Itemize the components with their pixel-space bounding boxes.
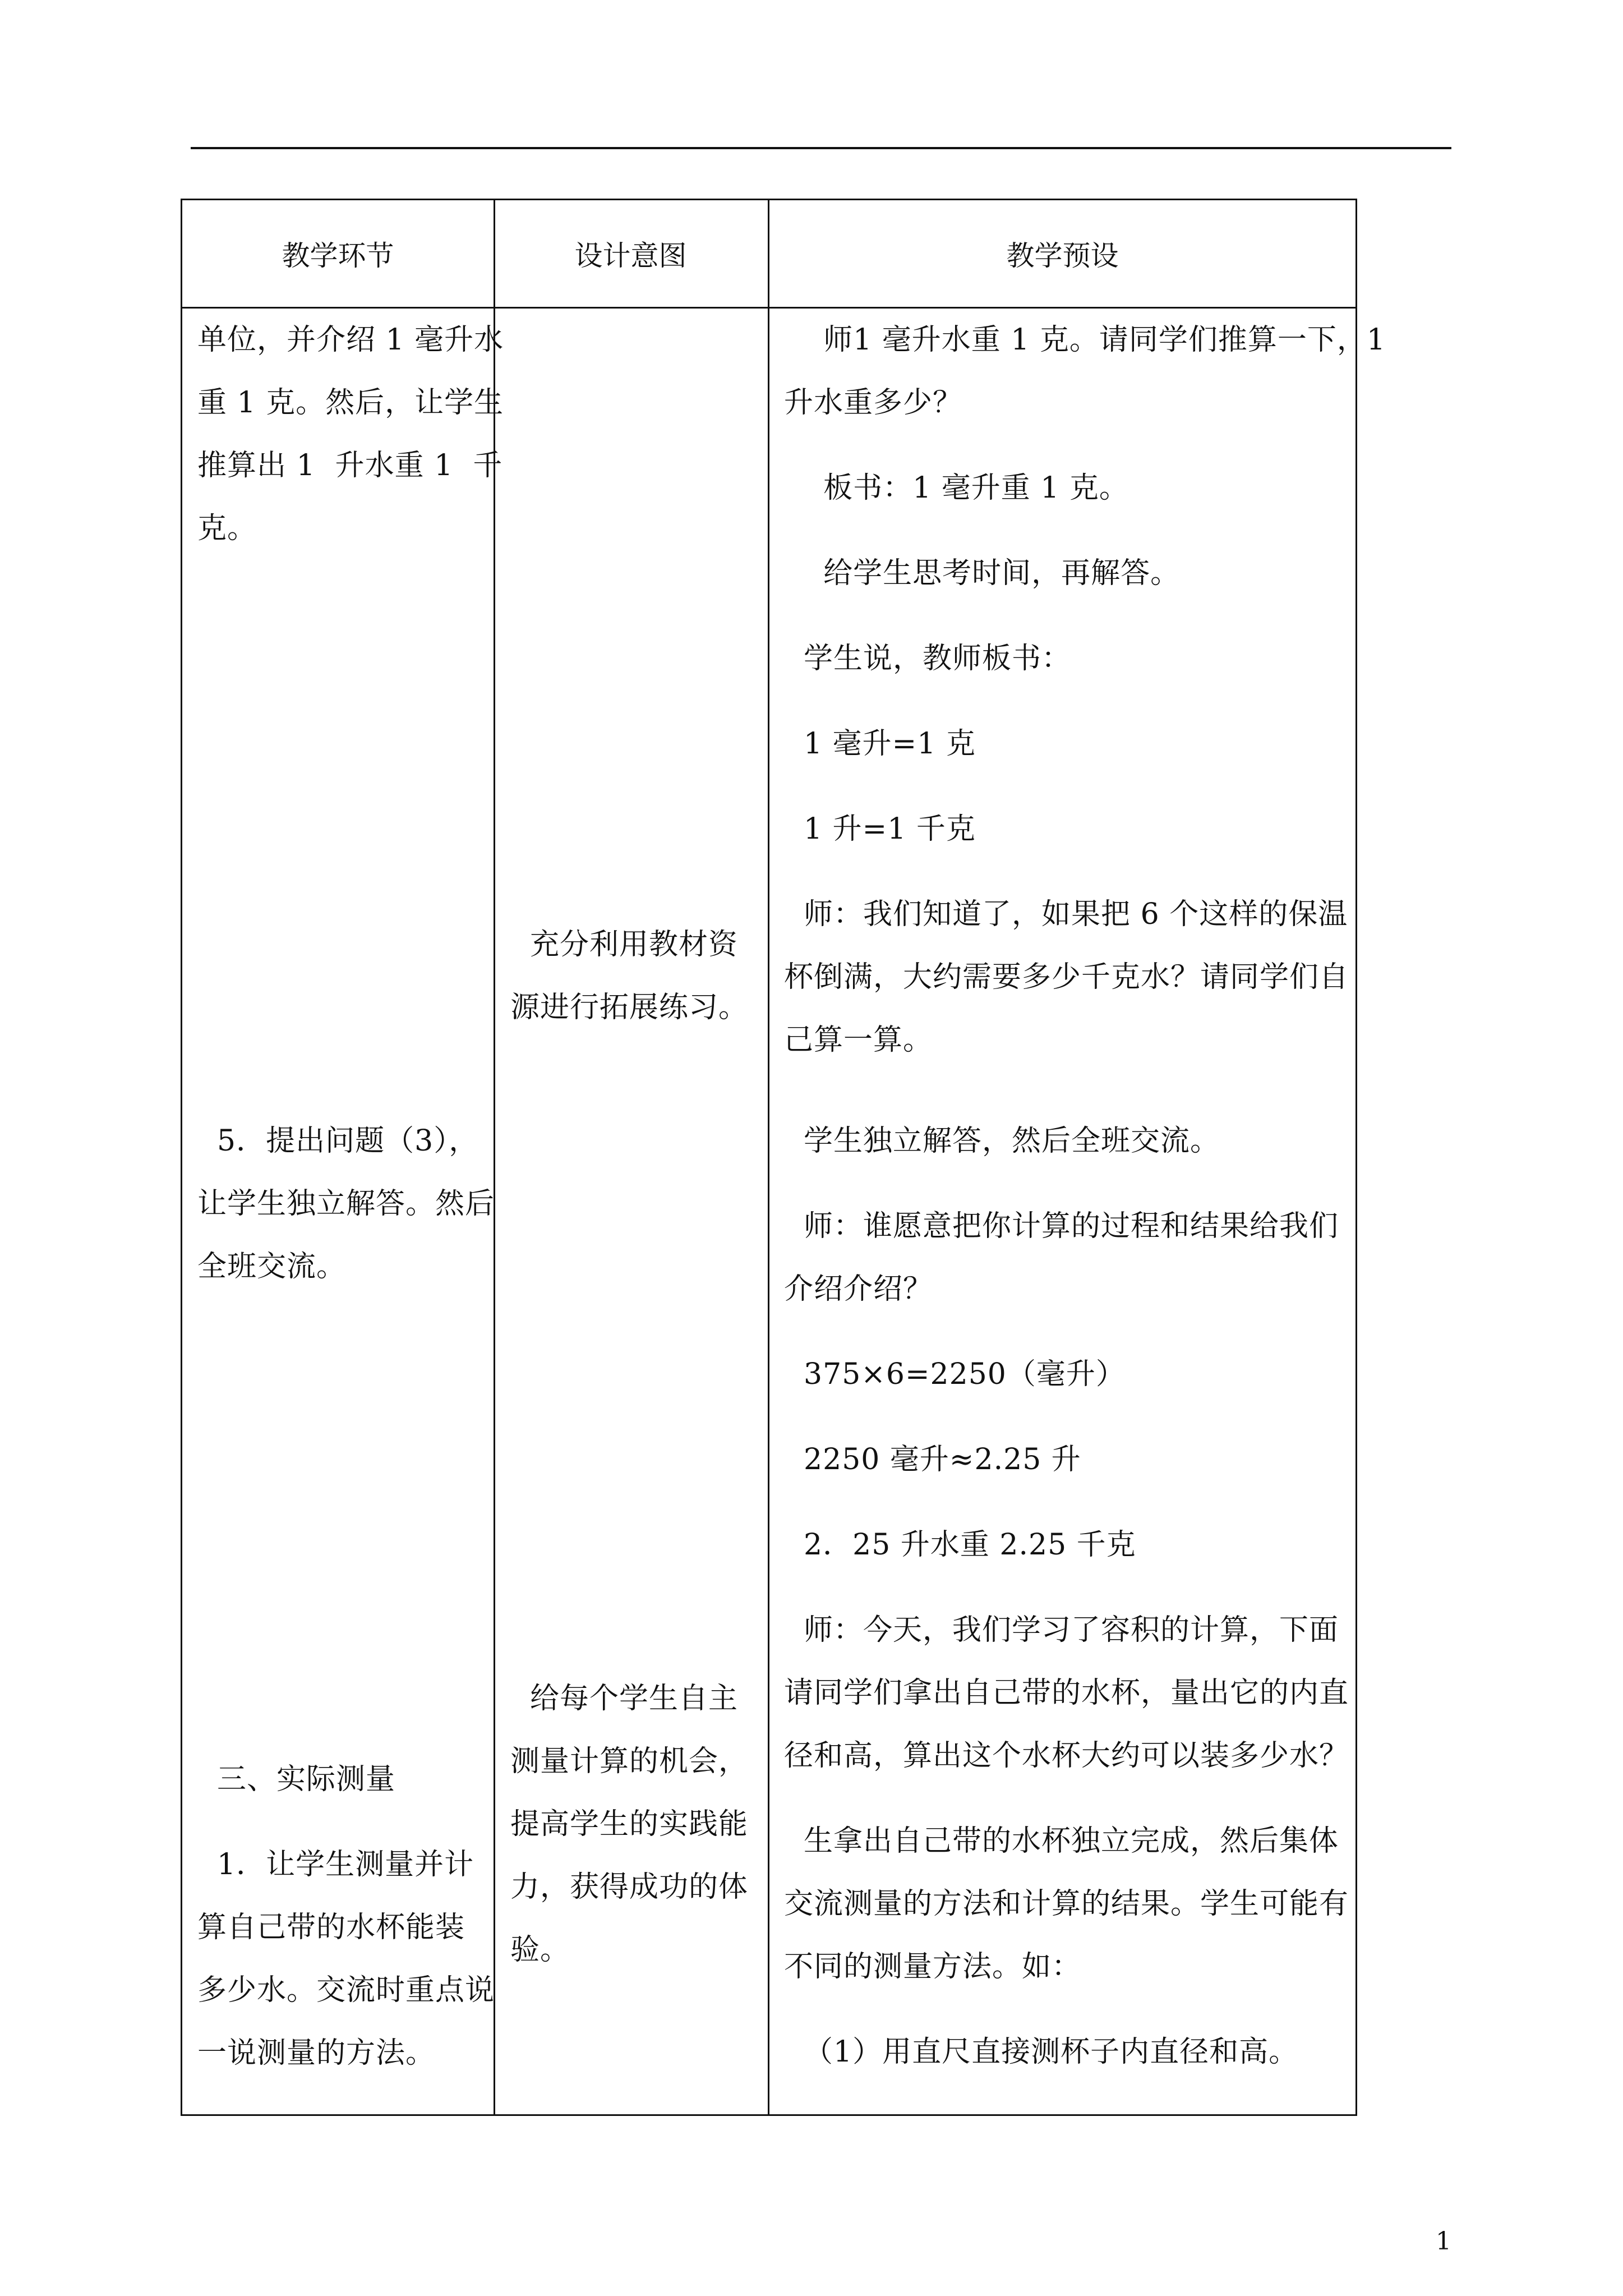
plan-line: 给学生思考时间，再解答。 <box>784 556 1181 590</box>
plan-line: 请同学们拿出自己带的水杯，量出它的内直 <box>784 1676 1349 1710</box>
intent-line: 提高学生的实践能 <box>510 1807 749 1841</box>
stage-line: 单位，并介绍 1 毫升水 <box>197 323 504 357</box>
header-teaching-plan: 教学预设 <box>1006 240 1119 272</box>
plan-line: 己算一算。 <box>784 1023 933 1057</box>
plan-line: 师：我们知道了，如果把 6 个这样的保温 <box>784 898 1348 931</box>
plan-line: 不同的测量方法。如： <box>784 1950 1082 1984</box>
stage-line: 让学生独立解答。然后 <box>197 1187 495 1221</box>
plan-line: 师1 毫升水重 1 克。请同学们推算一下，1 <box>784 323 1386 357</box>
stage-line: 算自己带的水杯能装 <box>197 1911 465 1944</box>
plan-line: 1 毫升=1 克 <box>784 727 976 761</box>
header-rule <box>191 147 1451 149</box>
intent-line: 测量计算的机会， <box>510 1745 749 1778</box>
plan-line: 学生独立解答，然后全班交流。 <box>784 1124 1220 1158</box>
column-divider-1 <box>494 200 495 2114</box>
plan-line: 375×6=2250（毫升） <box>784 1358 1126 1391</box>
plan-line: 师：谁愿意把你计算的过程和结果给我们 <box>784 1209 1339 1243</box>
plan-line: （1）用直尺直接测杯子内直径和高。 <box>784 2035 1299 2069</box>
stage-line: 三、实际测量 <box>197 1763 396 1796</box>
intent-line: 力，获得成功的体 <box>510 1870 749 1904</box>
plan-line: 生拿出自己带的水杯独立完成，然后集体 <box>784 1824 1339 1858</box>
stage-line: 全班交流。 <box>197 1250 347 1283</box>
plan-line: 杯倒满，大约需要多少千克水？请同学们自 <box>784 960 1349 994</box>
plan-line: 1 升=1 千克 <box>784 812 976 846</box>
header-design-intent: 设计意图 <box>574 240 687 272</box>
stage-line: 重 1 克。然后，让学生 <box>197 386 504 420</box>
plan-line: 径和高，算出这个水杯大约可以装多少水？ <box>784 1739 1349 1773</box>
intent-line: 源进行拓展练习。 <box>510 991 749 1024</box>
intent-line: 验。 <box>510 1933 570 1967</box>
intent-line: 充分利用教材资 <box>510 928 739 961</box>
plan-line: 介绍介绍？ <box>784 1272 933 1306</box>
stage-line: 5．提出问题（3）， <box>197 1124 479 1158</box>
stage-line: 1．让学生测量并计 <box>197 1848 474 1881</box>
page-number: 1 <box>1436 2227 1451 2256</box>
plan-line: 板书：1 毫升重 1 克。 <box>784 471 1129 505</box>
plan-line: 师：今天，我们学习了容积的计算，下面 <box>784 1613 1339 1647</box>
plan-line: 2250 毫升≈2.25 升 <box>784 1443 1081 1476</box>
stage-line: 克。 <box>197 512 257 545</box>
plan-line: 学生说，教师板书： <box>784 642 1072 675</box>
plan-line: 2．25 升水重 2.25 千克 <box>784 1528 1136 1562</box>
stage-line: 推算出 1 升水重 1 千 <box>197 449 503 482</box>
intent-line: 给每个学生自主 <box>510 1682 739 1715</box>
stage-line: 一说测量的方法。 <box>197 2036 436 2070</box>
header-teaching-stage: 教学环节 <box>282 240 394 272</box>
plan-line: 升水重多少？ <box>784 386 963 420</box>
plan-line: 交流测量的方法和计算的结果。学生可能有 <box>784 1887 1349 1921</box>
stage-line: 多少水。交流时重点说 <box>197 1973 495 2007</box>
